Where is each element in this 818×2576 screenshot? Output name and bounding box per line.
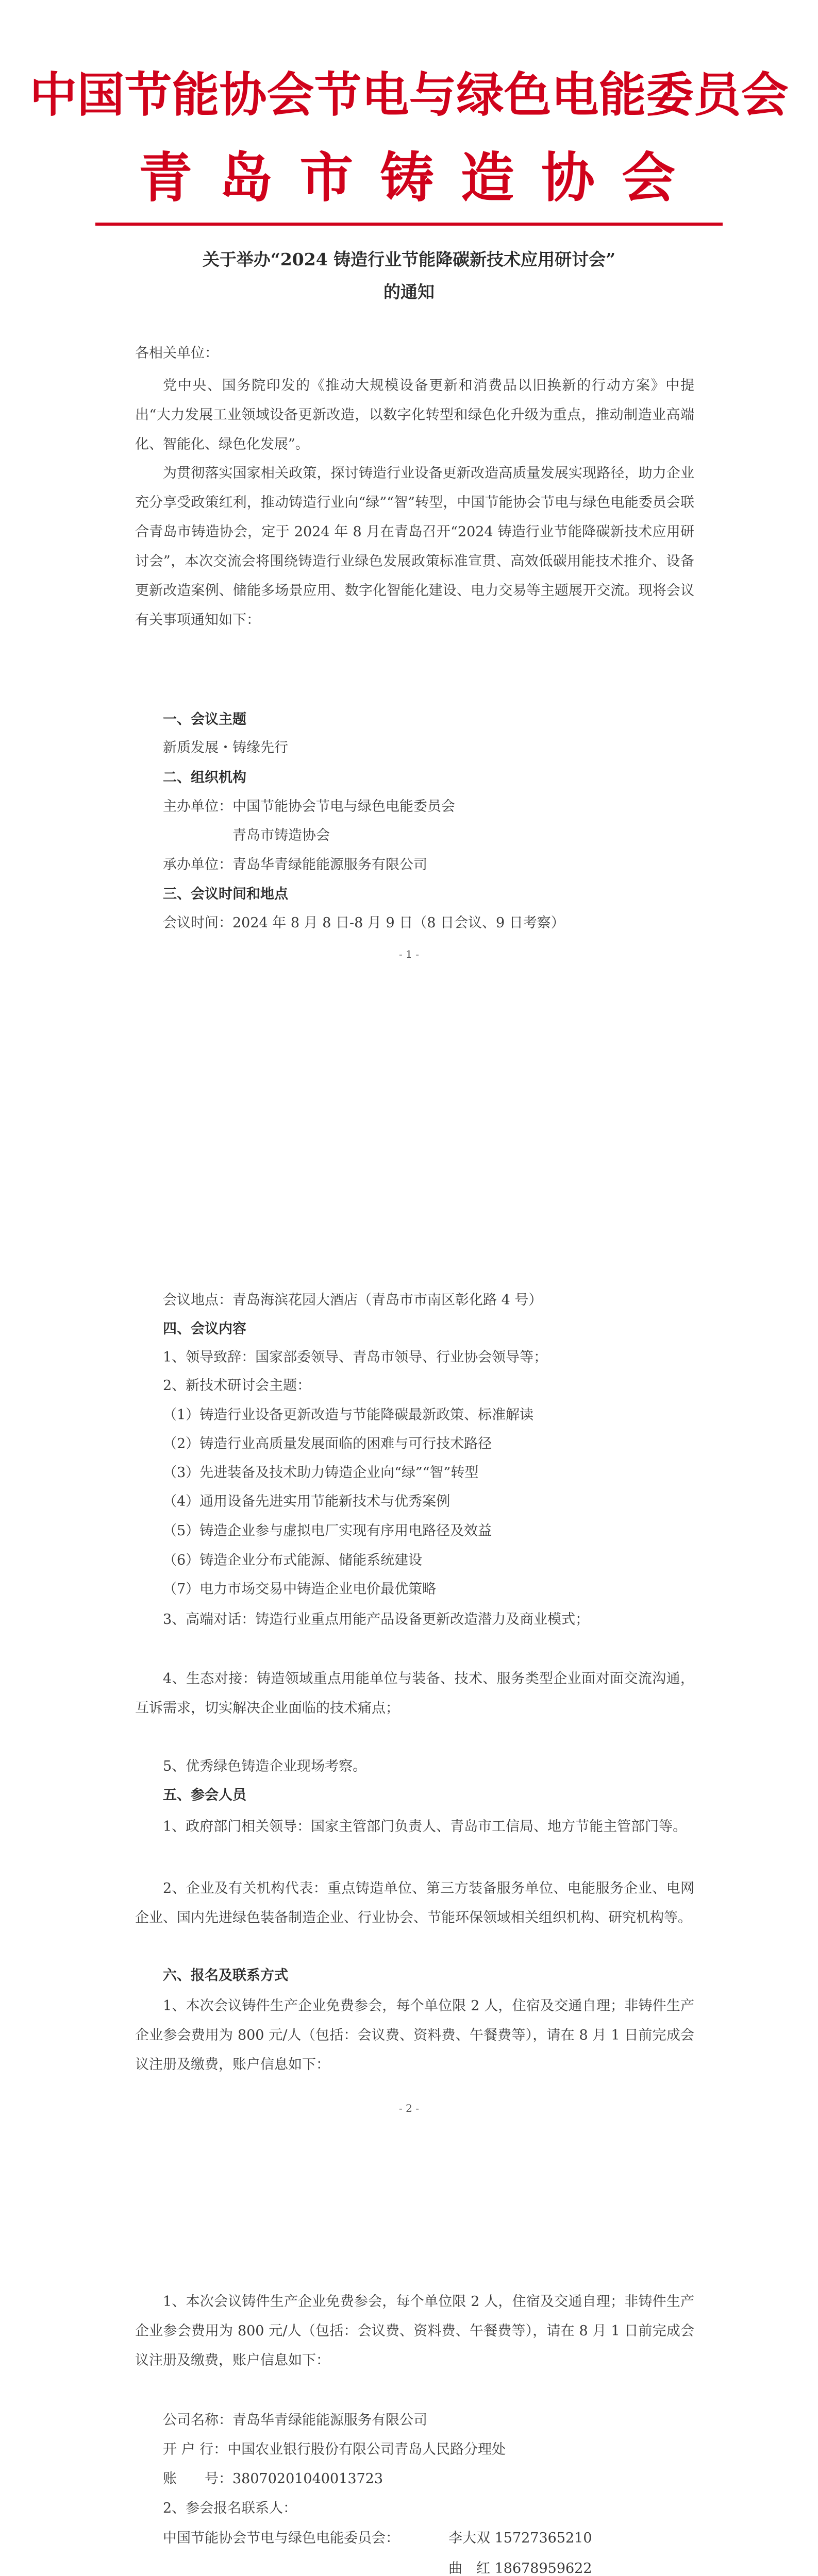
section-4-heading: 四、会议内容 <box>163 1321 246 1337</box>
header-org-2: 青 岛 市 铸 造 协 会 <box>138 146 680 209</box>
attendee-item-1: 1、政府部门相关领导：国家主管部门负责人、青岛市工信局、地方节能主管部门等。 <box>163 1819 687 1835</box>
topic-6: （6）铸造企业分布式能源、储能系统建设 <box>163 1552 423 1568</box>
organizer-org: 青岛华青绿能能源服务有限公司 <box>232 857 427 873</box>
contact-1: 李大双 15727365210 <box>448 2530 592 2546</box>
page-1 <box>0 0 818 1157</box>
organizer-label: 承办单位： <box>163 857 232 873</box>
topic-2: （2）铸造行业高质量发展面临的困难与可行技术路径 <box>163 1436 492 1452</box>
notice-title-line-2: 的通知 <box>383 282 435 302</box>
account-number: 账 号：38070201040013723 <box>163 2471 383 2487</box>
contact-org-1: 中国节能协会节电与绿色电能委员会： <box>163 2530 399 2546</box>
host-org-1: 中国节能协会节电与绿色电能委员会 <box>232 799 455 815</box>
attendee-item-2: 2、企业及有关机构代表：重点铸造单位、第三方装备服务单位、电能服务企业、电网企业、国内先进绿色装备制造企业、行业协会、节能环保领域相关组织机构、研究机构等。 <box>135 1880 694 1926</box>
section-1-text: 新质发展・铸缘先行 <box>163 740 288 756</box>
account-bank: 开 户 行：中国农业银行股份有限公司青岛人民路分理处 <box>163 2442 506 2458</box>
registration-item-1: 1、本次会议铸件生产企业免费参会，每个单位限 2 人，住宿及交通自理；非铸件生产企业参会费用为 800 元/人（包括：会议费、资料费、午餐费等），请在 8 月 1 日前完成会议注册及缴费，账户信息如下： <box>135 1998 694 2073</box>
page-2 <box>0 1157 818 2313</box>
page-number-1: - 1 - <box>399 948 419 960</box>
meeting-venue: 会议地点：青岛海滨花园大酒店（青岛市市南区彰化路 4 号） <box>163 1292 543 1308</box>
topic-5: （5）铸造企业参与虚拟电厂实现有序用电路径及效益 <box>163 1523 492 1539</box>
topic-1: （1）铸造行业设备更新改造与节能降碳最新政策、标准解读 <box>163 1407 534 1423</box>
content-item-3: 3、高端对话：铸造行业重点用能产品设备更新改造潜力及商业模式； <box>163 1612 590 1628</box>
header-org-1: 中国节能协会节电与绿色电能委员会 <box>29 67 789 123</box>
salutation: 各相关单位： <box>135 345 219 361</box>
account-company: 公司名称：青岛华青绿能能源服务有限公司 <box>163 2412 427 2428</box>
intro-paragraph-1: 党中央、国务院印发的《推动大规模设备更新和消费品以旧换新的行动方案》中提出“大力发展工业领域设备更新改造，以数字化转型和绿色化升级为重点，推动制造业高端化、智能化、绿色化发展”。 <box>135 378 694 452</box>
page-number-2: - 2 - <box>399 2102 419 2114</box>
content-item-5: 5、优秀绿色铸造企业现场考察。 <box>163 1758 367 1774</box>
meeting-time: 会议时间：2024 年 8 月 8 日-8 月 9 日（8 日会议、9 日考察） <box>163 915 565 931</box>
section-5-heading: 五、参会人员 <box>163 1787 246 1803</box>
topic-3: （3）先进装备及技术助力铸造企业向“绿”“智”转型 <box>163 1465 479 1481</box>
registration-item-2: 2、参会报名联系人： <box>163 2500 297 2516</box>
content-item-2: 2、新技术研讨会主题： <box>163 1378 311 1394</box>
intro-paragraph-2: 为贯彻落实国家相关政策，探讨铸造行业设备更新改造高质量发展实现路径，助力企业充分享受政策红利，推动铸造行业向“绿”“智”转型，中国节能协会节电与绿色电能委员会联合青岛市铸造协会，定于 2024 年 8 月在青岛召开“2024 铸造行业节能降碳新技术应用研讨会”，本次交流会将围绕铸造行业绿色发展政策标准宣贯、高效低碳用能技术推介、设备更新改造案例、储能多场景应用、数字化智能化建设、电力交易等主题展开交流。现将会议有关事项通知如下： <box>135 465 694 628</box>
section-6-heading: 六、报名及联系方式 <box>163 1968 288 1984</box>
notice-title-line-1: 关于举办“2024 铸造行业节能降碳新技术应用研讨会” <box>202 249 616 269</box>
contact-2: 曲 红 18678959622 <box>448 2561 592 2576</box>
section-3-heading: 三、会议时间和地点 <box>163 886 288 902</box>
topic-4: （4）通用设备先进实用节能新技术与优秀案例 <box>163 1494 450 1510</box>
content-item-1: 1、领导致辞：国家部委领导、青岛市领导、行业协会领导等； <box>163 1349 548 1365</box>
content-item-4: 4、生态对接：铸造领域重点用能单位与装备、技术、服务类型企业面对面交流沟通，互诉需求，切实解决企业面临的技术痛点； <box>135 1671 694 1716</box>
header-red-rule <box>95 223 723 226</box>
section-2-heading: 二、组织机构 <box>163 770 246 786</box>
host-label: 主办单位： <box>163 799 232 815</box>
page-3 <box>0 2294 818 2576</box>
section-1-heading: 一、会议主题 <box>163 711 246 727</box>
registration-item-1-continued: 1、本次会议铸件生产企业免费参会，每个单位限 2 人，住宿及交通自理；非铸件生产企业参会费用为 800 元/人（包括：会议费、资料费、午餐费等），请在 8 月 1 日前完成会议注册及缴费，账户信息如下： <box>135 2294 694 2368</box>
topic-7: （7）电力市场交易中铸造企业电价最优策略 <box>163 1581 437 1597</box>
host-org-2: 青岛市铸造协会 <box>232 827 330 843</box>
